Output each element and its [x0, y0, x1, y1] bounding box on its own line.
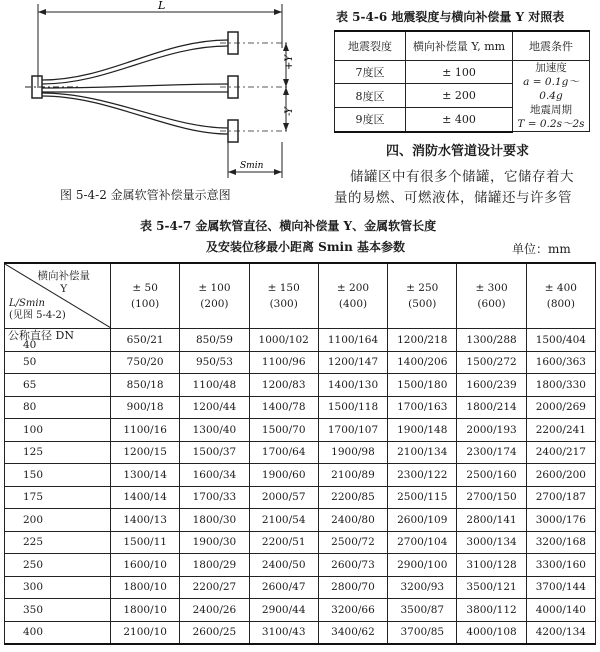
column-header-top: ± 300 — [475, 282, 508, 294]
table-body — [5, 329, 596, 645]
value-cell: 1800/214 — [457, 396, 526, 419]
column-header-bottom: (200) — [200, 298, 229, 310]
value-cell: 1200/44 — [180, 396, 249, 419]
column-header-bottom: (600) — [477, 298, 506, 310]
value-cell: 2000/57 — [249, 486, 318, 509]
value-cell: 2900/44 — [249, 599, 318, 622]
value-cell: 2200/51 — [249, 531, 318, 554]
value-cell: 3800/112 — [457, 599, 526, 622]
corner-top-line: 横向补偿量 — [37, 270, 90, 282]
corner-bottom-line: (见图 5-4-2) — [9, 310, 66, 321]
dn-label: 公称直径 DN — [8, 329, 74, 342]
value-cell: 1800/330 — [526, 374, 595, 397]
value-cell: 2800/141 — [457, 509, 526, 532]
value-cell: 2100/89 — [318, 464, 387, 487]
value-cell: 1600/34 — [180, 464, 249, 487]
value-cell: 3200/93 — [388, 576, 457, 599]
value-cell: 2000/193 — [457, 419, 526, 442]
condition-line: T = 0.2s～2s — [517, 118, 585, 130]
value-cell: 850/18 — [111, 374, 180, 397]
value-cell: 3500/87 — [388, 599, 457, 622]
column-header-bottom: (800) — [546, 298, 575, 310]
value-cell: 1000/102 — [249, 329, 318, 352]
value-cell: 1300/40 — [180, 419, 249, 442]
value-cell: 1700/64 — [249, 441, 318, 464]
value-cell: 2700/104 — [388, 531, 457, 554]
column-header-top: ± 250 — [406, 282, 439, 294]
seismic-compensation-table — [334, 30, 590, 133]
dn-cell: 150 — [5, 464, 111, 487]
corner-bottom-line: L/Smin — [9, 298, 45, 309]
table-5-4-7-subtitle: 及安装位移最小距离 Smin 基本参数 — [206, 240, 406, 254]
paragraph-line: 储罐区中有很多个储罐，它储存着大 — [350, 169, 574, 185]
table-row — [5, 441, 596, 464]
intensity-cell: 9度区 — [335, 107, 406, 131]
value-cell: 2600/47 — [249, 576, 318, 599]
figure-caption: 图 5-4-2 金属软管补偿量示意图 — [60, 188, 231, 202]
table-row — [5, 396, 596, 419]
value-cell: 3000/176 — [526, 509, 595, 532]
value-cell: 1600/363 — [526, 351, 595, 374]
value-cell: 1400/78 — [249, 396, 318, 419]
value-cell: 3200/168 — [526, 531, 595, 554]
column-header — [249, 263, 318, 329]
value-cell: 750/20 — [111, 351, 180, 374]
value-cell: 950/53 — [180, 351, 249, 374]
column-header-top: ± 400 — [544, 282, 577, 294]
table-row — [5, 576, 596, 599]
value-cell: 2400/80 — [318, 509, 387, 532]
value-cell: 2200/27 — [180, 576, 249, 599]
minus-y-label: -Y — [284, 107, 295, 116]
value-cell: 1100/164 — [318, 329, 387, 352]
table-row — [5, 599, 596, 622]
value-cell: 1400/206 — [388, 351, 457, 374]
intensity-cell: 7度区 — [335, 61, 406, 84]
value-cell: 3000/134 — [457, 531, 526, 554]
table-row — [5, 374, 596, 397]
value-cell: 1900/60 — [249, 464, 318, 487]
dn-cell: 40 — [5, 329, 111, 352]
value-cell: 2200/241 — [526, 419, 595, 442]
dn-cell: 80 — [5, 396, 111, 419]
dn-cell: 65 — [5, 374, 111, 397]
value-cell: 650/21 — [111, 329, 180, 352]
column-header — [457, 263, 526, 329]
corner-top-line: Y — [60, 283, 68, 295]
value-cell: 1100/96 — [249, 351, 318, 374]
value-cell: 2900/100 — [388, 554, 457, 577]
value-cell: 1400/130 — [318, 374, 387, 397]
value-cell: 2300/174 — [457, 441, 526, 464]
value-cell: 900/18 — [111, 396, 180, 419]
value-cell: 2600/200 — [526, 464, 595, 487]
value-cell: 1500/70 — [249, 419, 318, 442]
value-cell: 1900/98 — [318, 441, 387, 464]
value-cell: 1900/148 — [388, 419, 457, 442]
table-5-4-7-title: 表 5-4-7 金属软管直径、横向补偿量 Y、金属软管长度 — [140, 219, 437, 233]
value-cell: 3200/66 — [318, 599, 387, 622]
value-cell: 1700/33 — [180, 486, 249, 509]
column-header-bottom: (500) — [408, 298, 437, 310]
corner-bottom-label — [9, 298, 66, 322]
value-cell: 3500/121 — [457, 576, 526, 599]
value-cell: 1800/29 — [180, 554, 249, 577]
value-cell: 1300/288 — [457, 329, 526, 352]
value-cell: 1200/15 — [111, 441, 180, 464]
column-header-bottom: (300) — [269, 298, 298, 310]
table-row — [5, 531, 596, 554]
value-cell: 3700/85 — [388, 621, 457, 644]
value-cell: 1600/10 — [111, 554, 180, 577]
value-cell: 2400/26 — [180, 599, 249, 622]
value-cell: 2100/10 — [111, 621, 180, 644]
value-cell: 1700/107 — [318, 419, 387, 442]
hose-parameter-table — [4, 262, 596, 645]
value-cell: 1300/14 — [111, 464, 180, 487]
header-intensity: 地震裂度 — [335, 31, 406, 61]
table-row — [5, 621, 596, 644]
value-cell: 3300/160 — [526, 554, 595, 577]
value-cell: 2300/122 — [388, 464, 457, 487]
table-5-4-6-title: 表 5-4-6 地震裂度与横向补偿量 Y 对照表 — [336, 10, 565, 24]
value-cell: 1900/30 — [180, 531, 249, 554]
value-cell: 3100/128 — [457, 554, 526, 577]
value-cell: 2800/70 — [318, 576, 387, 599]
paragraph-line: 量的易燃、可燃液体，储罐还与许多管 — [334, 190, 572, 206]
corner-header-cell — [5, 263, 111, 329]
smin-label: Smin — [240, 161, 264, 171]
corner-top-label — [38, 270, 91, 296]
header-compensation: 横向补偿量 Y, mm — [406, 31, 513, 61]
dn-cell: 175 — [5, 486, 111, 509]
value-cell: 2000/269 — [526, 396, 595, 419]
value-cell: 1100/48 — [180, 374, 249, 397]
dn-cell: 125 — [5, 441, 111, 464]
column-header — [318, 263, 387, 329]
section-heading: 四、消防水管道设计要求 — [386, 144, 530, 159]
value-cell: 2400/217 — [526, 441, 595, 464]
plus-y-label: +Y — [284, 55, 295, 70]
value-cell: 1800/30 — [180, 509, 249, 532]
hose-compensation-figure — [20, 0, 320, 200]
intensity-cell: 8度区 — [335, 84, 406, 107]
condition-line: a = 0.1g～0.4g — [523, 76, 579, 102]
value-cell: 4000/108 — [457, 621, 526, 644]
value-cell: 2600/109 — [388, 509, 457, 532]
dn-cell: 400 — [5, 621, 111, 644]
table-row — [5, 554, 596, 577]
value-cell: 1200/218 — [388, 329, 457, 352]
value-cell: 2500/115 — [388, 486, 457, 509]
value-cell: 2100/54 — [249, 509, 318, 532]
value-cell: 3700/144 — [526, 576, 595, 599]
dn-cell: 225 — [5, 531, 111, 554]
table-row — [335, 61, 590, 84]
column-header-top: ± 200 — [336, 282, 370, 294]
table-row — [5, 351, 596, 374]
dn-cell: 100 — [5, 419, 111, 442]
column-header — [111, 263, 180, 329]
value-cell: 1100/16 — [111, 419, 180, 442]
value-cell: 2600/25 — [180, 621, 249, 644]
table-row — [5, 464, 596, 487]
header-condition: 地震条件 — [513, 31, 590, 61]
condition-cell — [513, 61, 590, 132]
value-cell: 2500/72 — [318, 531, 387, 554]
value-cell: 2200/85 — [318, 486, 387, 509]
value-cell: 1200/83 — [249, 374, 318, 397]
value-cell: 1500/118 — [318, 396, 387, 419]
value-cell: 3400/62 — [318, 621, 387, 644]
value-cell: 1700/163 — [388, 396, 457, 419]
value-cell: 1500/404 — [526, 329, 595, 352]
value-cell: 1500/180 — [388, 374, 457, 397]
column-header — [388, 263, 457, 329]
table-row — [5, 486, 596, 509]
column-header-top: ± 150 — [267, 282, 300, 294]
column-header-top: ± 100 — [198, 282, 231, 294]
value-cell: 850/59 — [180, 329, 249, 352]
value-cell: 1500/272 — [457, 351, 526, 374]
table-row — [5, 509, 596, 532]
compensation-cell: ± 200 — [406, 84, 513, 107]
dn-cell: 300 — [5, 576, 111, 599]
column-header-bottom: (400) — [338, 298, 368, 310]
column-header — [526, 263, 595, 329]
table-header-row — [5, 263, 596, 329]
table-row — [5, 419, 596, 442]
value-cell: 1400/14 — [111, 486, 180, 509]
value-cell: 1500/37 — [180, 441, 249, 464]
compensation-cell: ± 400 — [406, 107, 513, 131]
dn-cell: 350 — [5, 599, 111, 622]
value-cell: 2100/134 — [388, 441, 457, 464]
table-row — [5, 329, 596, 352]
column-header-bottom: (100) — [131, 298, 160, 310]
value-cell: 2500/160 — [457, 464, 526, 487]
value-cell: 4200/134 — [526, 621, 595, 644]
hose-diagram — [20, 0, 320, 200]
dn-cell: 50 — [5, 351, 111, 374]
column-header — [180, 263, 249, 329]
dn-cell: 200 — [5, 509, 111, 532]
value-cell: 1500/11 — [111, 531, 180, 554]
value-cell: 4000/140 — [526, 599, 595, 622]
compensation-cell: ± 100 — [406, 61, 513, 84]
dimension-L-label: L — [158, 0, 166, 12]
value-cell: 1800/10 — [111, 599, 180, 622]
dn-cell: 250 — [5, 554, 111, 577]
column-header-top: ± 50 — [132, 282, 158, 294]
value-cell: 2700/150 — [457, 486, 526, 509]
value-cell: 1800/10 — [111, 576, 180, 599]
unit-label: 单位：mm — [512, 242, 571, 256]
value-cell: 2700/187 — [526, 486, 595, 509]
condition-line: 加速度 — [535, 62, 567, 74]
value-cell: 1200/147 — [318, 351, 387, 374]
value-cell: 1600/239 — [457, 374, 526, 397]
value-cell: 1400/13 — [111, 509, 180, 532]
value-cell: 2600/73 — [318, 554, 387, 577]
value-cell: 2400/50 — [249, 554, 318, 577]
value-cell: 3100/43 — [249, 621, 318, 644]
condition-line: 地震周期 — [530, 104, 572, 116]
